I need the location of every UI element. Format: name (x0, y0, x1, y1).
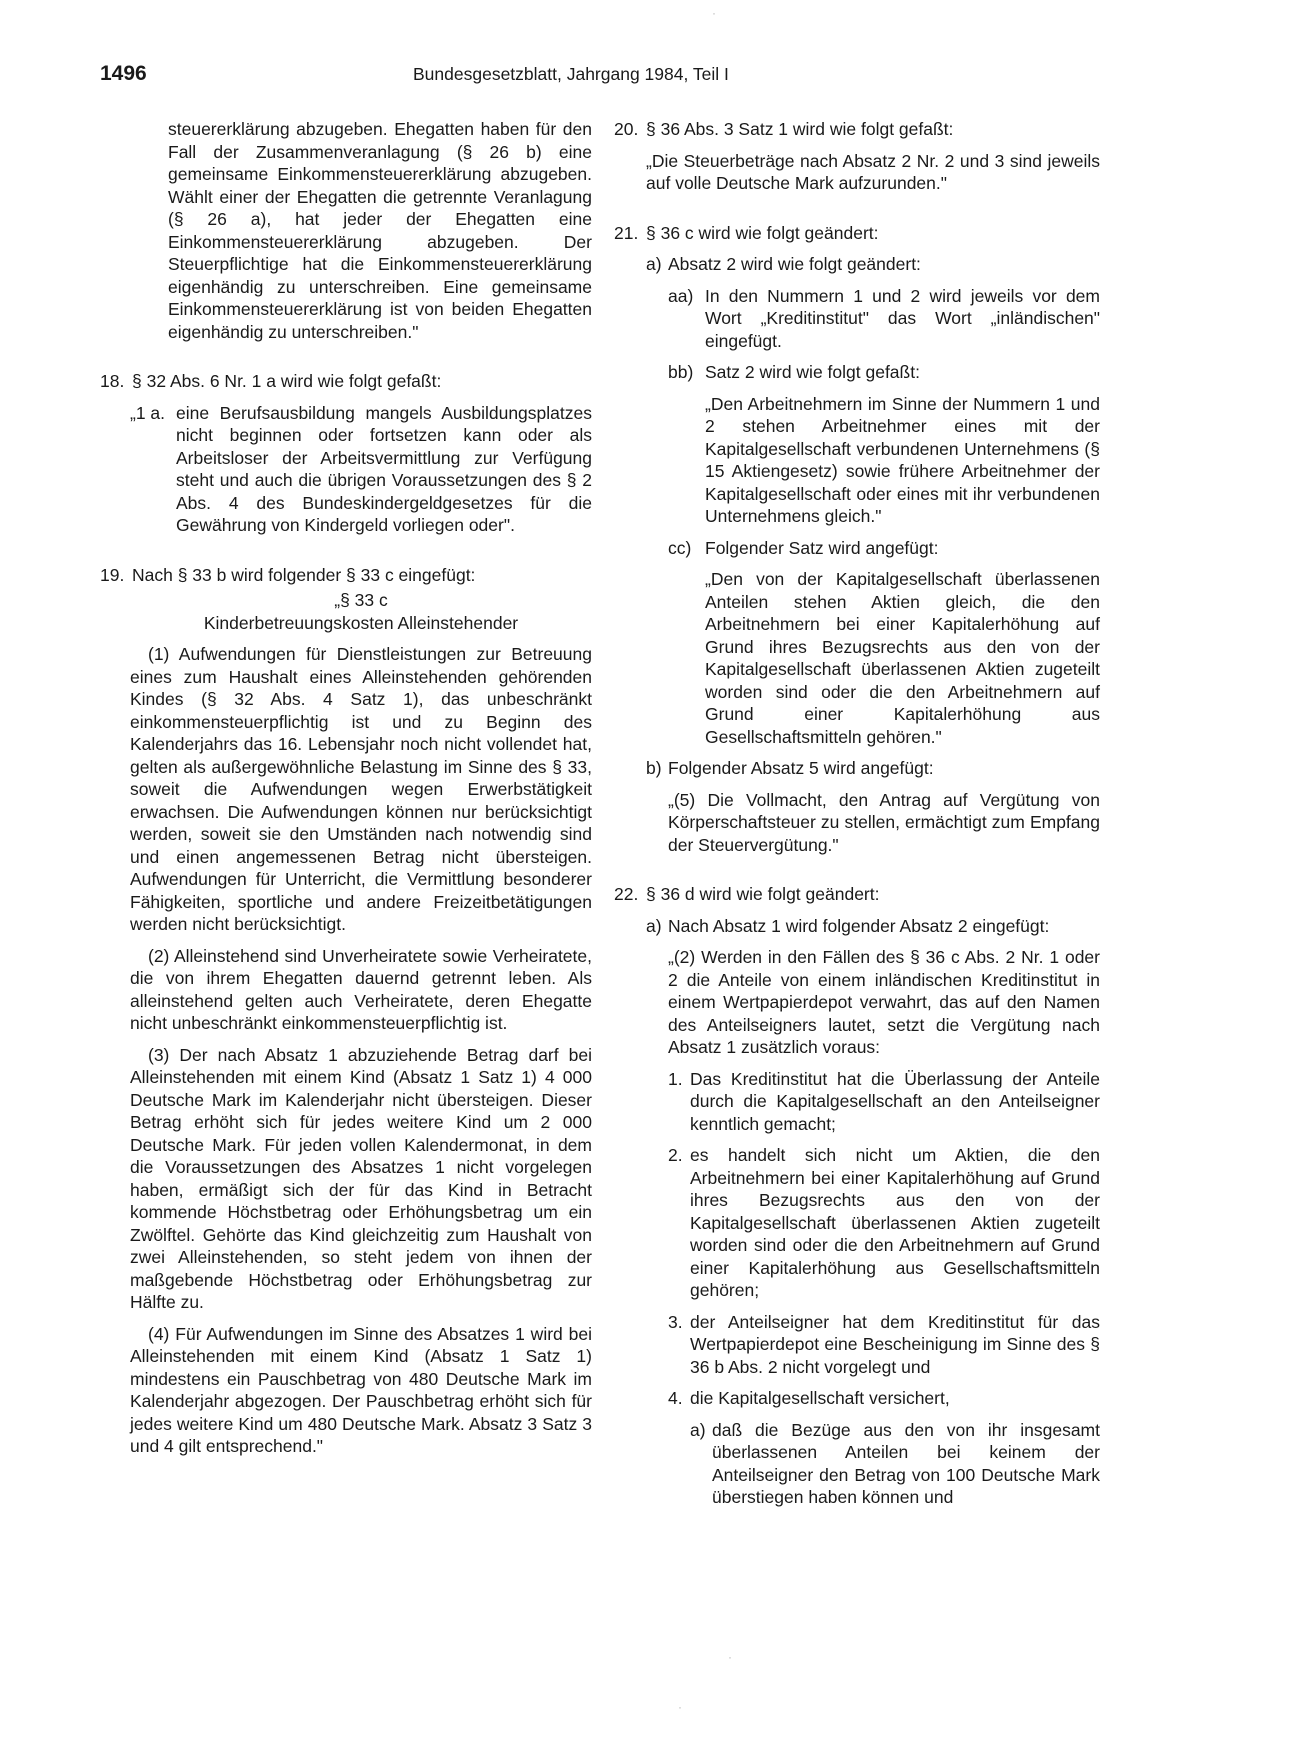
sub-item-quote: „Den von der Kapitalgesellschaft überlassenen Anteilen stehen Aktien gleich, die den Arbeitnehmern bei einer Kapitalerhöhung auf Grund ihres Bezugsrechts aus den von der Kapitalgesellschaft überlassenen Aktien zugeteilt worden sind oder die den Arbeitnehmern auf Grund einer Kapitalerhöhung aus Gesellschaftsmitteln gehören." (705, 569, 1100, 747)
section-title: „§ 33 c (334, 590, 388, 610)
paragraph-2: (2) Alleinstehend sind Unverheiratete sowie Verheiratete, die von ihrem Ehegatten dauernd getrennt leben. Als alleinstehend gelten auch Verheiratete, deren Ehegatte nicht unbeschränkt einkommensteuerpflichtig ist. (130, 945, 592, 1033)
right-column (614, 118, 1100, 1509)
list-text: Das Kreditinstitut hat die Überlassung der Anteile durch die Kapitalgesellschaft an den Anteilseigner kenntlich gemacht; (690, 1068, 1100, 1134)
item-heading: § 32 Abs. 6 Nr. 1 a wird wie folgt gefaßt: (132, 371, 442, 391)
list-label: 4. (668, 1388, 683, 1408)
paragraph-4: (4) Für Aufwendungen im Sinne des Absatzes 1 wird bei Alleinstehenden mit einem Kind (Absatz 1 Satz 1) mindestens ein Pauschbetrag von 480 Deutsche Mark im Kalenderjahr abgezogen. Der Pauschbetrag erhöht sich für jedes weitere Kind um 480 Deutsche Mark. Absatz 3 Satz 3 und 4 gilt entsprechend." (130, 1323, 592, 1456)
item-20 (614, 118, 1100, 195)
item-heading: § 36 d wird wie folgt geändert: (646, 884, 880, 904)
item-number: 21. (614, 222, 639, 243)
list-sub-item-a (690, 1419, 1100, 1509)
paragraph-1: (1) Aufwendungen für Dienstleistungen zur Betreuung eines zum Haushalt eines Alleinstehenden gehörenden Kindes (§ 32 Abs. 4 Satz 1), das unbeschränkt einkommensteuerpflichtig ist und zu Beginn des Kalenderjahrs das 16. Lebensjahr noch nicht vollendet hat, gelten als außergewöhnliche Belastung im Sinne des § 33, soweit die Aufwendungen wegen Erwerbstätigkeit erwachsen. Die Aufwendungen können nur berücksichtigt werden, soweit sie den Umständen nach notwendig sind und einen angemessenen Betrag nicht übersteigen. Aufwendungen für Unterricht, die Vermittlung besonderer Fähigkeiten, sportliche und andere Freizeitbetätigungen werden nicht berücksichtigt. (130, 644, 592, 934)
item-heading: § 36 Abs. 3 Satz 1 wird wie folgt gefaßt: (646, 119, 954, 139)
continuation-text: steuererklärung abzugeben. Ehegatten haben für den Fall der Zusammenveranlagung (§ 26 b) eine gemeinsame Einkommensteuererklärung abzugeben. Wählt einer der Ehegatten die getrennte Veranlagung (§ 26 a), hat jeder der Ehegatten eine Einkommensteuererklärung abzugeben. Der Steuerpflichtige hat die Einkommensteuererklärung eigenhändig zu unterschreiben. Eine gemeinsame Einkommensteuererklärung ist von beiden Ehegatten eigenhändig zu unterschreiben." (168, 119, 592, 342)
left-column (100, 118, 592, 1458)
item-number: 18. (100, 371, 125, 391)
page-number: 1496 (100, 62, 147, 85)
running-header: Bundesgesetzblatt, Jahrgang 1984, Teil I (413, 64, 729, 84)
scan-speck: · (678, 1700, 682, 1714)
section-subtitle: Kinderbetreuungskosten Alleinstehender (203, 612, 519, 633)
sub-item-text: Folgender Satz wird angefügt: (705, 537, 939, 558)
item-18 (100, 370, 592, 537)
list-label: 3. (668, 1311, 683, 1332)
sub-item-label: a) (646, 254, 662, 274)
sub-item-quote: „Den Arbeitnehmern im Sinne der Nummern 1 und 2 stehen Arbeitnehmer eines mit der Kapitalgesellschaft verbundenen Unternehmens (§ 15 Aktiengesetz) sowie frühere Arbeitnehmer der Kapitalgesellschaft oder eines mit ihr verbundenen Unternehmens gleich." (705, 393, 1100, 526)
sub-item-quote: „(5) Die Vollmacht, den Antrag auf Vergütung von Körperschaftsteuer zu stellen, ermächtigt zum Empfang der Steuervergütung." (668, 789, 1100, 855)
list-text: der Anteilseigner hat dem Kreditinstitut für das Wertpapierdepot eine Bescheinigung im Sinne des § 36 b Abs. 2 nicht vorgelegt und (690, 1311, 1100, 1377)
list-label: 1. (668, 1068, 683, 1089)
item-19 (100, 564, 592, 1458)
sub-item-aa (668, 285, 1100, 353)
item-22 (614, 883, 1100, 1509)
item-quote: „Die Steuerbeträge nach Absatz 2 Nr. 2 und 3 sind jeweils auf volle Deutsche Mark aufzurunden." (646, 150, 1100, 193)
list-item-4 (668, 1387, 1100, 1509)
scan-speck: · (728, 1650, 732, 1664)
sub-item-label: b) (646, 758, 662, 778)
scan-speck: · (712, 6, 716, 20)
sub-item-quote: „(2) Werden in den Fällen des § 36 c Abs. 2 Nr. 1 oder 2 die Anteile von einem inländischen Kreditinstitut in einem Wertpapierdepot verwahrt, das auf den Namen des Anteilseigners lautet, setzt die Vergütung nach Absatz 1 zusätzlich voraus: (668, 947, 1100, 1057)
sub-item-text: Nach Absatz 1 wird folgender Absatz 2 eingefügt: (668, 915, 1050, 936)
sub-item-1a (130, 402, 592, 537)
item-21 (614, 222, 1100, 857)
list-item-2 (668, 1144, 1100, 1302)
list-item-1 (668, 1068, 1100, 1136)
item-heading: § 36 c wird wie folgt geändert: (646, 222, 879, 243)
item-heading: Nach § 33 b wird folgender § 33 c eingefügt: (132, 564, 476, 585)
sub-item-b (646, 757, 1100, 856)
sub-item-label: bb) (668, 362, 694, 382)
sub-item-cc (668, 537, 1100, 749)
list-text: es handelt sich nicht um Aktien, die den Arbeitnehmern bei einer Kapitalerhöhung auf Grund ihres Bezugsrechts aus den von der Kapitalgesellschaft überlassenen Aktien zugeteilt worden sind oder die den Arbeitnehmern auf Grund einer Kapitalerhöhung aus Gesellschaftsmitteln gehören; (690, 1145, 1100, 1300)
sub-item-label: aa) (668, 285, 694, 306)
sub-item-text: In den Nummern 1 und 2 wird jeweils vor dem Wort „Kreditinstitut" das Wort „inländischen" eingefügt. (705, 285, 1100, 351)
sub-item-text: Absatz 2 wird wie folgt geändert: (668, 254, 921, 274)
sub-item-a (646, 915, 1100, 1509)
item-number: 19. (100, 564, 125, 585)
list-sub-label: a) (690, 1419, 706, 1440)
list-text: die Kapitalgesellschaft versichert, (690, 1388, 950, 1408)
sub-item-bb (668, 361, 1100, 528)
item-number: 22. (614, 884, 639, 904)
sub-item-text: eine Berufsausbildung mangels Ausbildungsplatzes nicht beginnen oder fortsetzen kann oder als Arbeitsloser der Arbeitsvermittlung zur Verfügung steht und auch die übrigen Voraussetzungen des § 2 Abs. 4 des Bundeskindergeldgesetzes für die Gewährung von Kindergeld vorliegen oder". (176, 402, 592, 535)
sub-item-text: Satz 2 wird wie folgt gefaßt: (705, 362, 920, 382)
paragraph-3: (3) Der nach Absatz 1 abzuziehende Betrag darf bei Alleinstehenden mit einem Kind (Absatz 1 Satz 1) 4 000 Deutsche Mark im Kalenderjahr nicht übersteigen. Dieser Betrag erhöht sich für jedes weitere Kind um 2 000 Deutsche Mark. Für jeden vollen Kalendermonat, in dem die Voraussetzungen des Absatzes 1 nicht vorgelegen haben, ermäßigt sich der für das Kind in Betracht kommende Höchstbetrag oder Erhöhungsbetrag um ein Zwölftel. Gehörte das Kind gleichzeitig zum Haushalt von zwei Alleinstehenden, so steht jedem von ihnen der maßgebende Höchstbetrag oder Erhöhungsbetrag zur Hälfte zu. (130, 1044, 592, 1312)
list-sub-text: daß die Bezüge aus den von ihr insgesamt überlassenen Anteilen bei keinem der Anteilseigner den Betrag von 100 Deutsche Mark überstiegen haben können und (712, 1419, 1100, 1507)
list-item-3 (668, 1311, 1100, 1379)
sub-item-label: a) (646, 915, 662, 936)
sub-item-label: „1 a. (130, 402, 166, 423)
list-label: 2. (668, 1145, 683, 1165)
sub-item-label: cc) (668, 537, 692, 558)
sub-item-a (646, 253, 1100, 748)
item-number: 20. (614, 119, 639, 139)
inserted-section (100, 589, 592, 1458)
sub-item-text: Folgender Absatz 5 wird angefügt: (668, 758, 934, 778)
